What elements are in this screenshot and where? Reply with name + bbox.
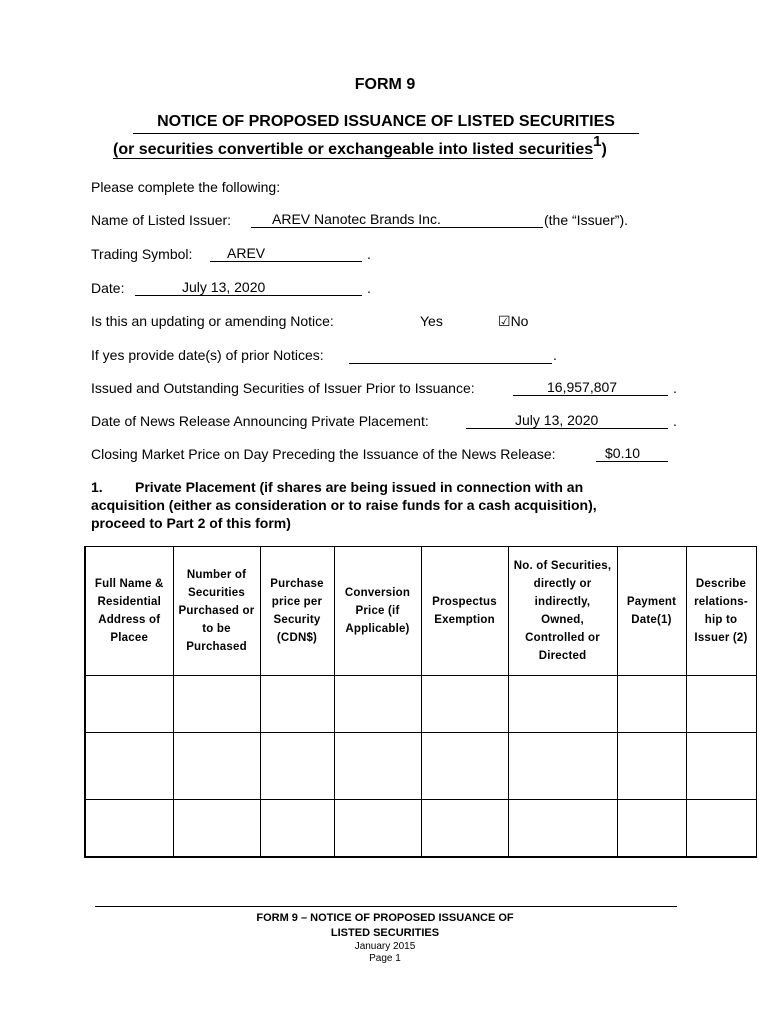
outstanding-period: . (673, 380, 677, 396)
page-number: Page 1 (369, 953, 401, 964)
form-title: FORM 9 (354, 76, 416, 93)
news-period: . (673, 413, 677, 429)
table-cell[interactable] (173, 800, 260, 858)
checked-box-icon[interactable]: ☑ (498, 313, 511, 329)
placee-table (84, 546, 757, 858)
footer-title-line-1: FORM 9 – NOTICE OF PROPOSED ISSUANCE OF (256, 912, 514, 924)
table-cell[interactable] (421, 733, 508, 800)
table-row (85, 676, 756, 733)
issuer-suffix: (the “Issuer”). (544, 212, 629, 228)
subtitle-text: (or securities convertible or exchangeable into listed securities (113, 141, 594, 158)
table-cell[interactable] (334, 733, 421, 800)
issuer-label: Name of Listed Issuer: (91, 212, 232, 228)
no-option[interactable] (498, 312, 528, 330)
date-label: Date: (91, 280, 125, 296)
amending-label: Is this an updating or amending Notice: (91, 313, 334, 329)
col-header-securities-owned: No. of Securities, directly or indirectly, Owned, Controlled or Directed (508, 547, 617, 676)
section-1-heading (91, 478, 651, 532)
table-row (85, 800, 756, 858)
table-cell[interactable] (260, 800, 334, 858)
intro-text: Please complete the following: (91, 179, 281, 195)
col-header-relationship: Describe relations-hip to Issuer (2) (686, 547, 756, 676)
prior-notices-field[interactable] (349, 346, 552, 364)
table-cell[interactable] (421, 800, 508, 858)
closing-price-label: Closing Market Price on Day Preceding the Issuance of the News Release: (91, 446, 556, 462)
table-header-row (85, 547, 756, 676)
symbol-period: . (367, 246, 371, 262)
table-cell[interactable] (508, 800, 617, 858)
table-cell[interactable] (260, 676, 334, 733)
news-release-date-field[interactable]: July 13, 2020 (466, 412, 668, 429)
table-cell[interactable] (334, 800, 421, 858)
table-cell[interactable] (173, 733, 260, 800)
table-cell[interactable] (421, 676, 508, 733)
footer-date: January 2015 (354, 941, 416, 952)
yes-option[interactable]: Yes (420, 313, 443, 329)
col-header-conversion-price: Conversion Price (if Applicable) (334, 547, 421, 676)
outstanding-label: Issued and Outstanding Securities of Issuer Prior to Issuance: (91, 380, 475, 396)
date-period: . (367, 280, 371, 296)
table-cell[interactable] (508, 733, 617, 800)
table-cell[interactable] (617, 800, 686, 858)
notice-subtitle (113, 133, 673, 160)
footnote-mark: 1 (593, 133, 602, 150)
date-field[interactable]: July 13, 2020 (135, 279, 362, 296)
table-cell[interactable] (85, 733, 173, 800)
col-header-prospectus-exemption: Prospectus Exemption (421, 547, 508, 676)
closing-price-field[interactable]: $0.10 (596, 445, 668, 462)
table-cell[interactable] (617, 733, 686, 800)
table-cell[interactable] (85, 676, 173, 733)
table-cell[interactable] (686, 800, 756, 858)
issuer-name-field[interactable]: AREV Nanotec Brands Inc. (251, 211, 543, 228)
col-header-number-securities: Number of Securities Purchased or to be Purchased (173, 547, 260, 676)
notice-title: NOTICE OF PROPOSED ISSUANCE OF LISTED SECURITIES (133, 112, 639, 134)
symbol-label: Trading Symbol: (91, 246, 193, 262)
section-number: 1. (91, 479, 103, 495)
table-cell[interactable] (686, 676, 756, 733)
table-cell[interactable] (173, 676, 260, 733)
no-label: No (510, 313, 529, 329)
col-header-purchase-price: Purchase price per Security (CDN$) (260, 547, 334, 676)
section-1-text: Private Placement (if shares are being issued in connection with an acquisition (either as consideration or to raise funds for a cash acquisition), proceed to Part 2 of this form) (91, 479, 597, 531)
table-cell[interactable] (260, 733, 334, 800)
table-cell[interactable] (508, 676, 617, 733)
trading-symbol-field[interactable]: AREV (210, 245, 362, 262)
footer-divider (95, 906, 677, 907)
col-header-payment-date: Payment Date(1) (617, 547, 686, 676)
col-header-name-address: Full Name & Residential Address of Placee (85, 547, 173, 676)
footer-title (0, 911, 770, 941)
prior-period: . (553, 347, 557, 363)
subtitle-close: ) (601, 141, 607, 158)
footer-title-line-2: LISTED SECURITIES (330, 927, 440, 939)
table-cell[interactable] (686, 733, 756, 800)
table-cell[interactable] (85, 800, 173, 858)
prior-notices-label: If yes provide date(s) of prior Notices: (91, 347, 324, 363)
table-row (85, 733, 756, 800)
news-date-label: Date of News Release Announcing Private Placement: (91, 413, 429, 429)
table-cell[interactable] (617, 676, 686, 733)
table-cell[interactable] (334, 676, 421, 733)
outstanding-securities-field[interactable]: 16,957,807 (513, 379, 668, 396)
